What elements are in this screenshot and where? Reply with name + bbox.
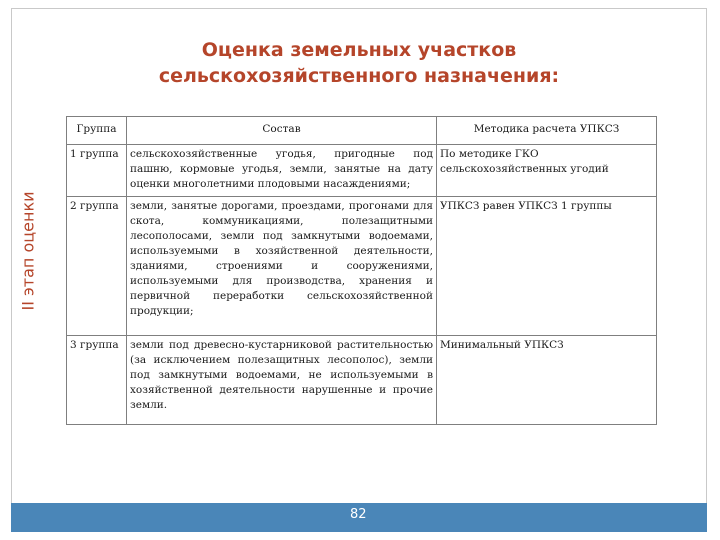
slide-title: [12, 37, 706, 89]
table-header-row: [67, 117, 657, 145]
cell-method: Минимальный УПКСЗ: [437, 336, 657, 425]
title-line-1: Оценка земельных участков: [201, 39, 517, 61]
title-line-2: сельскохозяйственного назначения:: [158, 65, 560, 87]
table-row: [67, 145, 657, 197]
cell-composition: сельскохозяйственные угодья, пригодные под пашню, кормовые угодья, земли, занятые на дату оценки многолетними плодовыми насаждениями;: [127, 145, 437, 197]
side-label: [16, 162, 40, 340]
cell-method: По методике ГКО сельскохозяйственных угодий: [437, 145, 657, 197]
cell-group: 2 группа: [67, 197, 127, 336]
cell-group: 3 группа: [67, 336, 127, 425]
header-method: Методика расчета УПКСЗ: [437, 117, 657, 145]
cell-method: УПКСЗ равен УПКСЗ 1 группы: [437, 197, 657, 336]
footer-bar: [11, 503, 707, 532]
valuation-table: [66, 116, 657, 425]
header-composition: Состав: [127, 117, 437, 145]
table-row: [67, 336, 657, 425]
table-row: [67, 197, 657, 336]
cell-composition: земли под древесно-кустарниковой растительностью (за исключением полезащитных лесополос), земли под замкнутыми водоемами, не используемыми в хозяйственной деятельности нарушенные и прочие земли.: [127, 336, 437, 425]
header-group: Группа: [67, 117, 127, 145]
cell-composition: земли, занятые дорогами, проездами, прогонами для скота, коммуникациями, полезащитными лесополосами, земли под замкнутыми водоемами, используемыми в хозяйственной деятельности, зданиями, строениями и сооружениями, используемыми для производства, хранения и первичной переработки сельскохозяйственной продукции;: [127, 197, 437, 336]
side-label-text: II этап оценки: [18, 191, 38, 311]
page-number: 82: [350, 507, 367, 522]
cell-group: 1 группа: [67, 145, 127, 197]
